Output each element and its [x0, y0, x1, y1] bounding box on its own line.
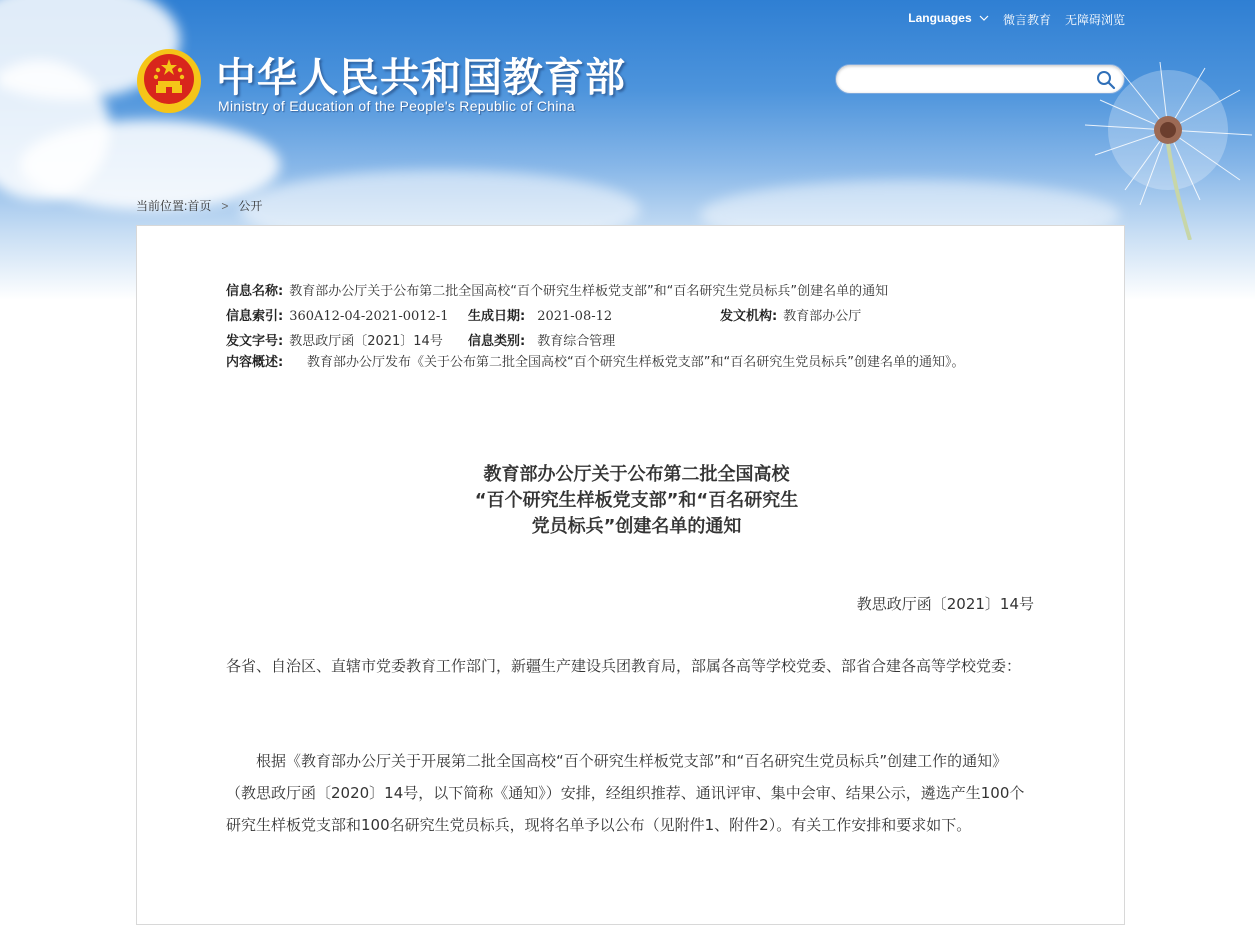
meta-docno-value: 教思政厅函〔2021〕14号	[289, 334, 443, 349]
meta-summary-label-row	[226, 351, 283, 370]
chevron-down-icon	[979, 14, 989, 22]
search-input[interactable]	[848, 69, 1092, 91]
meta-index-row	[226, 305, 449, 324]
document-number: 教思政厅函〔2021〕14号	[856, 595, 1034, 613]
document-title-line: “百个研究生样板党支部”和“百名研究生	[474, 490, 799, 511]
meta-summary-value: 教育部办公厅发布《关于公布第二批全国高校“百个研究生样板党支部”和“百名研究生党员标兵”创建名单的通知》。	[307, 355, 965, 370]
meta-category-label: 信息类别:	[468, 334, 526, 349]
meta-docno-label: 发文字号:	[226, 334, 284, 349]
body-paragraph: 根据《教育部办公厅关于开展第二批全国高校“百个研究生样板党支部”和“百名研究生党员标兵”创建工作的通知》（教思政厅函〔2020〕14号，以下简称《通知》）安排，经组织推荐、通讯评审、集中会审、结果公示，遴选产生100个研究生样板党支部和100名研究生党员标兵，现将名单予以公布（见附件1、附件2）。有关工作安排和要求如下。	[226, 752, 1025, 834]
document-title-line: 党员标兵”创建名单的通知	[531, 516, 742, 537]
meta-name-value: 教育部办公厅关于公布第二批全国高校“百个研究生样板党支部”和“百名研究生党员标兵”创建名单的通知	[289, 284, 889, 299]
languages-menu[interactable]	[908, 11, 989, 28]
meta-issuer-value: 教育部办公厅	[783, 309, 862, 324]
meta-index-value: 360A12-04-2021-0012-1	[289, 309, 449, 324]
meta-index-label: 信息索引:	[226, 309, 284, 324]
document-title-line: 教育部办公厅关于公布第二批全国高校	[483, 464, 790, 485]
breadcrumb-home[interactable]: 首页	[187, 199, 212, 213]
breadcrumb-separator: >	[221, 199, 229, 213]
weibo-link[interactable]: 微言教育	[1002, 13, 1051, 27]
national-emblem-icon	[136, 48, 202, 114]
document-title	[137, 462, 1136, 540]
languages-label: Languages	[908, 11, 972, 25]
accessibility-link[interactable]: 无障碍浏览	[1064, 13, 1125, 27]
top-links	[908, 11, 1125, 28]
article-container	[136, 225, 1125, 925]
meta-category-value: 教育综合管理	[537, 334, 616, 349]
meta-docno-row	[226, 330, 443, 349]
meta-date-value: 2021-08-12	[537, 309, 613, 324]
site-title: 中华人民共和国教育部	[216, 54, 626, 101]
site-title-english: Ministry of Education of the People's Republic of China	[218, 98, 575, 114]
breadcrumb-current[interactable]: 公开	[238, 199, 263, 213]
dandelion-decoration	[1080, 60, 1255, 240]
meta-category-row	[468, 330, 615, 349]
recipients-paragraph: 各省、自治区、直辖市党委教育工作部门，新疆生产建设兵团教育局，部属各高等学校党委、部省合建各高等学校党委：	[226, 657, 1022, 675]
meta-issuer-row	[720, 305, 861, 324]
meta-name-row	[226, 280, 888, 299]
meta-summary-label: 内容概述:	[226, 355, 284, 370]
meta-name-label: 信息名称:	[226, 284, 284, 299]
breadcrumb-prefix: 当前位置:	[136, 199, 188, 213]
meta-date-row	[468, 305, 612, 324]
meta-date-label: 生成日期:	[468, 309, 526, 324]
breadcrumb	[136, 197, 262, 214]
meta-issuer-label: 发文机构:	[720, 309, 778, 324]
